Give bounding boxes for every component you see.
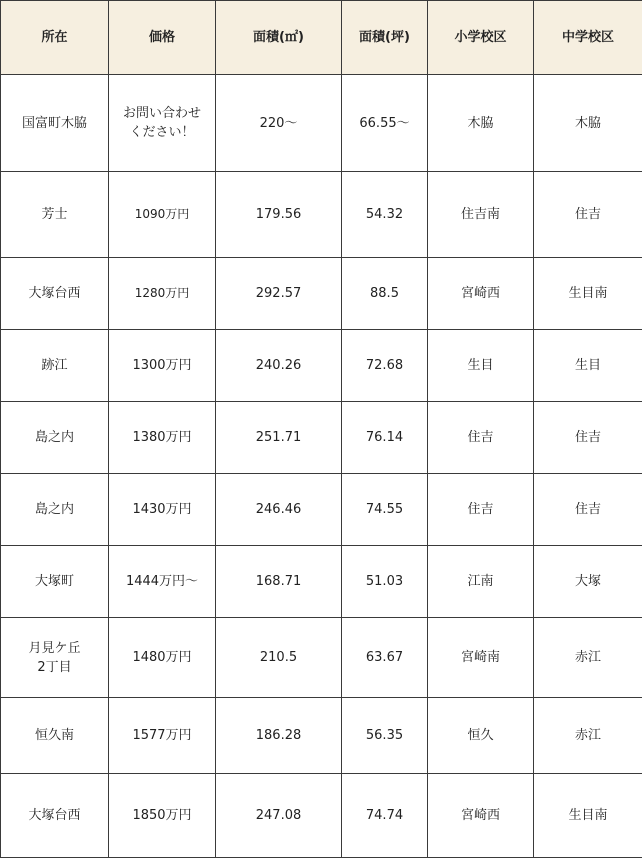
cell-junior-high-district: 赤江: [534, 698, 642, 774]
cell-elementary-district: 生目: [428, 330, 534, 402]
table-row: [1, 618, 642, 698]
table-row: [1, 258, 642, 330]
cell-location: 恒久南: [1, 698, 109, 774]
cell-elementary-district: 宮崎西: [428, 258, 534, 330]
cell-elementary-district: 住吉南: [428, 172, 534, 258]
header-area-tsubo: 面積(坪): [342, 1, 428, 75]
table-row: [1, 75, 642, 172]
cell-location: 島之内: [1, 402, 109, 474]
table-row: [1, 330, 642, 402]
cell-area-tsubo: 56.35: [342, 698, 428, 774]
cell-text: 月見ケ丘 2丁目: [28, 640, 81, 675]
cell-junior-high-district: 木脇: [534, 75, 642, 172]
cell-price: 1850万円: [109, 774, 216, 858]
cell-area-sqm: 220〜: [216, 75, 342, 172]
cell-location: [1, 75, 109, 172]
cell-junior-high-district: 生目南: [534, 774, 642, 858]
cell-area-sqm: 246.46: [216, 474, 342, 546]
header-junior-high-district: 中学校区: [534, 1, 642, 75]
cell-area-tsubo: 88.5: [342, 258, 428, 330]
cell-location: 大塚台西: [1, 258, 109, 330]
cell-price: 1300万円: [109, 330, 216, 402]
header-price: 価格: [109, 1, 216, 75]
table-row: [1, 698, 642, 774]
table-row: [1, 546, 642, 618]
cell-price: 1430万円: [109, 474, 216, 546]
cell-elementary-district: 宮崎南: [428, 618, 534, 698]
cell-area-sqm: 179.56: [216, 172, 342, 258]
cell-area-tsubo: 74.74: [342, 774, 428, 858]
header-location: 所在: [1, 1, 109, 75]
cell-junior-high-district: 赤江: [534, 618, 642, 698]
cell-price: 1090万円: [109, 172, 216, 258]
cell-elementary-district: 住吉: [428, 402, 534, 474]
cell-price: [109, 75, 216, 172]
header-area-sqm: 面積(㎡): [216, 1, 342, 75]
cell-price: 1280万円: [109, 258, 216, 330]
cell-location: [1, 618, 109, 698]
header-row: [1, 1, 642, 75]
cell-area-tsubo: 51.03: [342, 546, 428, 618]
table-row: [1, 402, 642, 474]
cell-area-tsubo: 76.14: [342, 402, 428, 474]
cell-area-sqm: 240.26: [216, 330, 342, 402]
cell-price: 1577万円: [109, 698, 216, 774]
header-elementary-district: 小学校区: [428, 1, 534, 75]
cell-junior-high-district: 生目南: [534, 258, 642, 330]
table-body: [1, 75, 642, 858]
cell-area-tsubo: 66.55〜: [342, 75, 428, 172]
cell-location: 島之内: [1, 474, 109, 546]
cell-price: 1380万円: [109, 402, 216, 474]
cell-area-tsubo: 63.67: [342, 618, 428, 698]
cell-elementary-district: 住吉: [428, 474, 534, 546]
table-row: [1, 774, 642, 858]
cell-junior-high-district: 住吉: [534, 172, 642, 258]
cell-area-sqm: 186.28: [216, 698, 342, 774]
cell-price: 1480万円: [109, 618, 216, 698]
cell-junior-high-district: 生目: [534, 330, 642, 402]
cell-location: 大塚台西: [1, 774, 109, 858]
cell-junior-high-district: 住吉: [534, 402, 642, 474]
cell-area-tsubo: 72.68: [342, 330, 428, 402]
cell-elementary-district: 恒久: [428, 698, 534, 774]
cell-area-tsubo: 54.32: [342, 172, 428, 258]
table-row: [1, 474, 642, 546]
cell-junior-high-district: 住吉: [534, 474, 642, 546]
cell-area-sqm: 168.71: [216, 546, 342, 618]
cell-location: 大塚町: [1, 546, 109, 618]
cell-junior-high-district: 大塚: [534, 546, 642, 618]
cell-elementary-district: 江南: [428, 546, 534, 618]
cell-location: 跡江: [1, 330, 109, 402]
table-header: [1, 1, 642, 75]
cell-area-sqm: 251.71: [216, 402, 342, 474]
cell-location: 芳士: [1, 172, 109, 258]
cell-elementary-district: 宮崎西: [428, 774, 534, 858]
cell-text: お問い合わせ ください！: [122, 106, 201, 140]
table-row: [1, 172, 642, 258]
cell-elementary-district: 木脇: [428, 75, 534, 172]
cell-area-sqm: 210.5: [216, 618, 342, 698]
cell-price: 1444万円〜: [109, 546, 216, 618]
cell-area-tsubo: 74.55: [342, 474, 428, 546]
cell-area-sqm: 247.08: [216, 774, 342, 858]
cell-text: 国富町木脇: [21, 115, 87, 131]
cell-area-sqm: 292.57: [216, 258, 342, 330]
